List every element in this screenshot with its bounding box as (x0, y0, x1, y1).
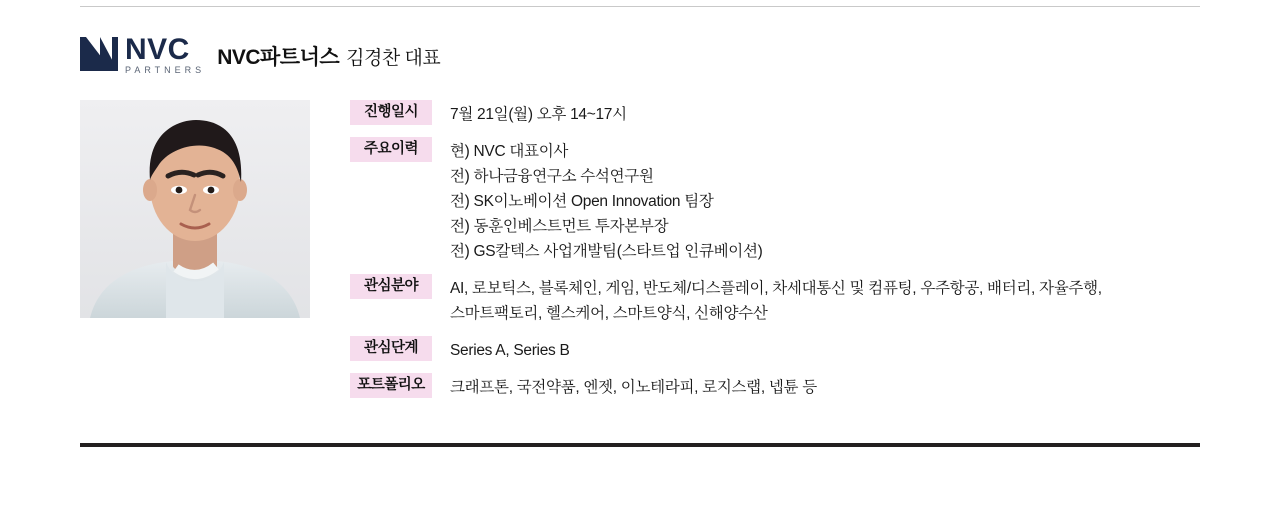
info-line: 현) NVC 대표이사 (450, 143, 569, 160)
info-line: 크래프톤, 국전약품, 엔젯, 이노테라피, 로지스랩, 넵튠 등 (450, 379, 817, 396)
divider-bottom (80, 443, 1200, 447)
info-line: 전) SK이노베이션 Open Innovation 팀장 (450, 193, 714, 210)
logo-nvc-text: NVC (125, 33, 190, 66)
info-line: AI, 로보틱스, 블록체인, 게임, 반도체/디스플레이, 차세대통신 및 컴퓨팅, 우주항공, 배터리, 자율주행, (450, 280, 1102, 297)
nvc-logo-mark-icon (80, 37, 122, 75)
info-value-portfolio (450, 373, 1190, 400)
info-value-schedule (450, 100, 1190, 127)
info-line: 전) 하나금융연구소 수석연구원 (450, 168, 654, 185)
info-row-career (350, 137, 1190, 264)
info-value-career (450, 137, 1190, 264)
info-line: 스마트팩토리, 헬스케어, 스마트양식, 신해양수산 (450, 305, 768, 322)
info-row-interest-stage (350, 336, 1190, 363)
info-label-career: 주요이력 (350, 137, 432, 162)
info-label-portfolio: 포트폴리오 (350, 373, 432, 398)
info-label-interest-fields: 관심분야 (350, 274, 432, 299)
info-line: 전) 동훈인베스트먼트 투자본부장 (450, 218, 669, 235)
info-line: 전) GS칼텍스 사업개발팀(스타트업 인큐베이션) (450, 243, 763, 260)
info-row-portfolio (350, 373, 1190, 400)
logo-partners-text: PARTNERS (125, 65, 206, 75)
person-name: 김경찬 대표 (346, 47, 441, 69)
info-row-interest-fields (350, 274, 1190, 326)
nvc-logo-wordmark (125, 33, 206, 76)
info-label-schedule: 진행일시 (350, 100, 432, 125)
info-line: 7월 21일(월) 오후 14~17시 (450, 106, 627, 123)
info-value-interest-stage (450, 336, 1190, 363)
info-line: Series A, Series B (450, 342, 570, 359)
profile-header (80, 33, 441, 76)
firm-name: NVC파트너스 (217, 46, 340, 69)
info-row-schedule (350, 100, 1190, 127)
info-table (350, 100, 1190, 410)
info-value-interest-fields (450, 274, 1190, 326)
info-label-interest-stage: 관심단계 (350, 336, 432, 361)
divider-top (80, 6, 1200, 7)
profile-photo (80, 100, 310, 318)
